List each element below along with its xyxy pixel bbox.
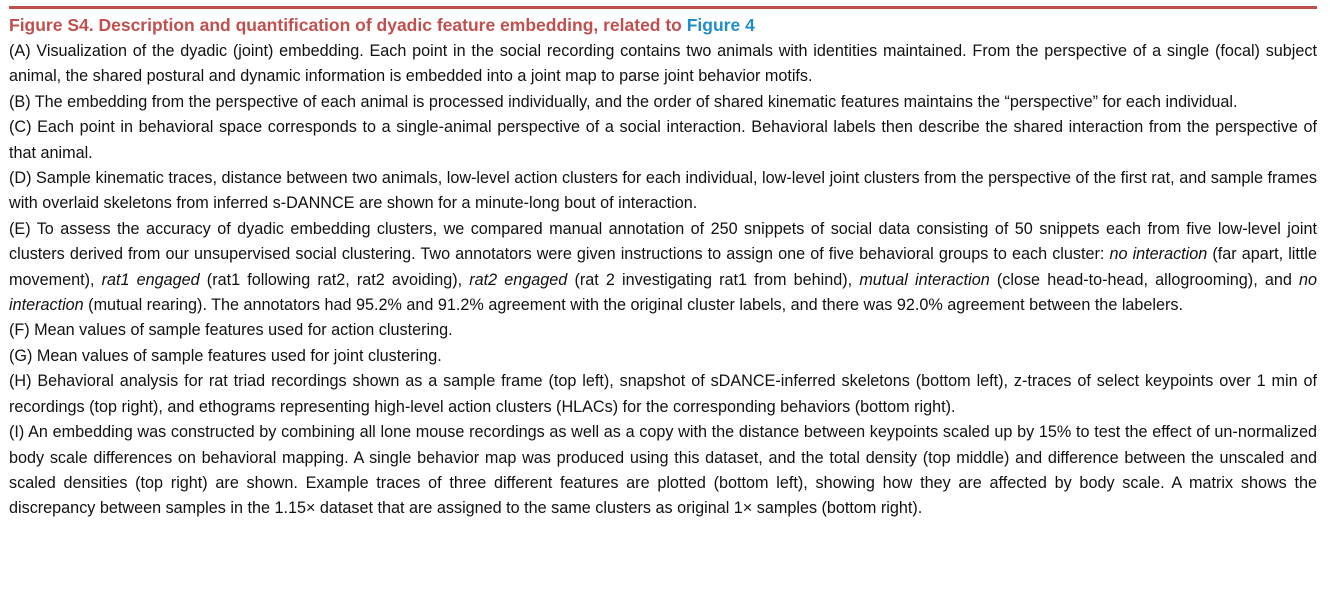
caption-panel-d: (D) Sample kinematic traces, distance between two animals, low-level action clusters for each individual, low-level joint clusters from the perspective of the first rat, and sample frames with overlaid skeletons from inferred s-DANNCE are shown for a minute-long bout of interaction.	[9, 169, 1317, 213]
panel-e-italic-3: rat2 engaged	[469, 270, 568, 289]
panel-e-italic-5: no interaction	[9, 270, 1317, 315]
panel-e-text-5: (close head-to-head, allogrooming), and	[989, 270, 1299, 289]
panel-e-italic-2: rat1 engaged	[101, 270, 200, 289]
figure-link[interactable]: Figure 4	[686, 15, 755, 35]
caption-panel-c: (C) Each point in behavioral space corresponds to a single-animal perspective of a social interaction. Behavioral labels then describe the shared interaction from the perspective of that animal.	[9, 118, 1317, 162]
caption-panel-i: (I) An embedding was constructed by combining all lone mouse recordings as well as a copy with the distance between keypoints scaled up by 15% to test the effect of un-normalized body scale differences on behavioral mapping. A single behavior map was produced using this dataset, and the total density (top middle) and difference between the unscaled and scaled densities (top right) are shown. Example traces of three different features are plotted (bottom left), showing how they are affected by body scale. A matrix shows the discrepancy between samples in the 1.15× dataset that are assigned to the same clusters as original 1× samples (bottom right).	[9, 423, 1317, 518]
panel-e-text-4: (rat 2 investigating rat1 from behind),	[567, 270, 860, 289]
caption-panel-e	[9, 217, 1317, 319]
panel-e-italic-4: mutual interaction	[859, 270, 990, 289]
caption-panel-a: (A) Visualization of the dyadic (joint) embedding. Each point in the social recording contains two animals with identities maintained. From the perspective of a single (focal) subject animal, the shared postural and dynamic information is embedded into a joint map to parse joint behavior motifs.	[9, 42, 1317, 86]
panel-e-text-1: (E) To assess the accuracy of dyadic embedding clusters, we compared manual annotation of 250 snippets of social data consisting of 50 snippets each from five low-level joint clusters derived from our unsupervised social clustering. Two annotators were given instructions to assign one of five behavioral groups to each cluster:	[9, 219, 1317, 264]
caption-panel-f: (F) Mean values of sample features used for action clustering.	[9, 321, 453, 340]
panel-e-italic-1: no interaction	[1109, 245, 1208, 264]
figure-title-text: Figure S4. Description and quantification of dyadic feature embedding, related to	[9, 15, 687, 35]
panel-e-text-6: (mutual rearing). The annotators had 95.2% and 91.2% agreement with the original cluster labels, and there was 92.0% agreement between the labelers.	[83, 296, 1183, 315]
caption-panel-g: (G) Mean values of sample features used for joint clustering.	[9, 346, 442, 365]
panel-e-text-3: (rat1 following rat2, rat2 avoiding),	[199, 270, 470, 289]
panel-e-text-2: (far apart, little movement),	[9, 245, 1317, 289]
top-rule	[9, 6, 1317, 9]
caption-body	[9, 39, 1317, 522]
figure-title	[9, 13, 1317, 37]
figure-caption-page	[9, 0, 1317, 522]
caption-panel-b: (B) The embedding from the perspective of each animal is processed individually, and the order of shared kinematic features maintains the “perspective” for each individual.	[9, 92, 1238, 111]
caption-panel-h: (H) Behavioral analysis for rat triad recordings shown as a sample frame (top left), snapshot of sDANCE-inferred skeletons (bottom left), z-traces of select keypoints over 1 min of recordings (top right), and ethograms representing high-level action clusters (HLACs) for the corresponding behaviors (bottom right).	[9, 372, 1317, 416]
